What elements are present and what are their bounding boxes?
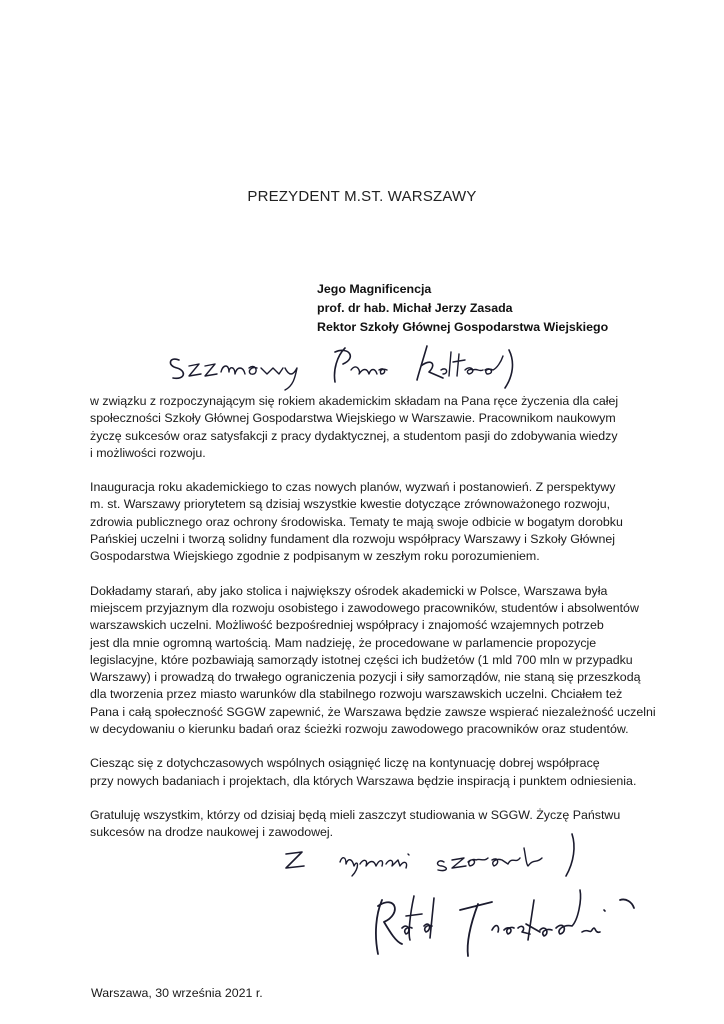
- handwritten-signature: [368, 880, 648, 970]
- addressee-honorific: Jego Magnificencja: [317, 282, 432, 296]
- letterhead-title: PREZYDENT M.ST. WARSZAWY: [247, 188, 477, 205]
- letter-date: Warszawa, 30 września 2021 r.: [91, 986, 263, 1000]
- letter-body: [90, 393, 670, 859]
- body-paragraph-5: Gratuluję wszystkim, którzy od dzisiaj będą mieli zaszczyt studiowania w SGGW. Życzę Państwu sukcesów na drodze naukowej i zawodowej.: [90, 807, 621, 840]
- addressee-name: prof. dr hab. Michał Jerzy Zasada: [317, 301, 513, 315]
- body-paragraph-2: Inauguracja roku akademickiego to czas nowych planów, wyzwań i postanowień. Z perspektywy m. st. Warszawy priorytetem są dzisiaj wszystkie kwestie dotyczące zrównoważonego rozwoju, zdrowia publicznego oraz ochrony środowiska. Tematy te mają swoje odbicie w bogatym dorobku Pańskiej uczelni i tworzą solidny fundament dla rozwoju współpracy Warszawy i Szkoły Głównej Gospodarstwa Wiejskiego zgodnie z podpisanym w zeszłym roku porozumieniem.: [90, 480, 623, 564]
- handwritten-salutation: [165, 342, 525, 392]
- body-paragraph-3: Dokładamy starań, aby jako stolica i największy ośrodek akademicki w Polsce, Warszawa była miejscem przyjaznym dla rozwoju osobistego i zawodowego pracowników, studentów i absolwentów warszawskich uczelni. Możliwość bezpośredniej współpracy i znajomość wzajemnych potrzeb jest dla mnie ogromną wartością. Mam nadzieję, że procedowane w parlamencie propozycje legislacyjne, które pozbawiają samorządy istotnej części ich budżetów (1 mld 700 mln w przypadku Warszawy) i prowadzą do trwałego ograniczenia pozycji i siły samorządów, nie staną się przeszkodą dla tworzenia przez miasto warunków dla stabilnego rozwoju warszawskich uczelni. Chciałem też Pana i całą społeczność SGGW zapewnić, że Warszawa będzie zawsze wspierać niezależność uczelni w decydowaniu o kierunku badań oraz ścieżki rozwoju zawodowego pracowników oraz studentów.: [90, 583, 656, 737]
- handwritten-closing: [280, 828, 590, 888]
- addressee-block: [317, 280, 717, 337]
- body-paragraph-1: w związku z rozpoczynającym się rokiem akademickim składam na Pana ręce życzenia dla całej społeczności Szkoły Głównej Gospodarstwa Wiejskiego w Warszawie. Pracownikom naukowym życzę sukcesów oraz satysfakcji z pracy dydaktycznej, a studentom pasji do zdobywania wiedzy i możliwości rozwoju.: [90, 394, 619, 460]
- addressee-position: Rektor Szkoły Głównej Gospodarstwa Wiejskiego: [317, 320, 609, 334]
- body-paragraph-4: Ciesząc się z dotychczasowych wspólnych osiągnięć liczę na kontynuację dobrej współpracę przy nowych badaniach i projektach, dla których Warszawa będzie inspiracją i punktem odniesienia.: [90, 756, 637, 788]
